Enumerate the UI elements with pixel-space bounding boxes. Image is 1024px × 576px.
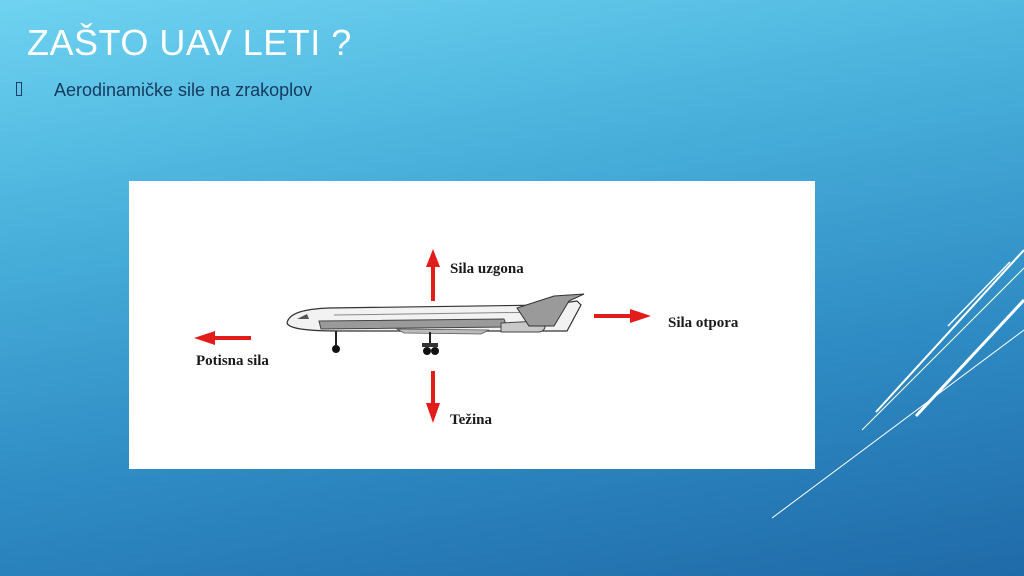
drag-arrow-head [630, 309, 651, 323]
thrust-arrow-head [194, 331, 215, 345]
lift-label: Sila uzgona [450, 261, 524, 277]
deco-line-2 [862, 268, 1024, 430]
deco-line-5 [948, 262, 1010, 326]
slide-title: ZAŠTO UAV LETI ? [27, 22, 352, 63]
bullet-item [16, 79, 312, 101]
main-wheel-right [431, 347, 439, 355]
nose-wheel [332, 345, 340, 353]
deco-line-3 [916, 300, 1024, 416]
weight-label: Težina [450, 412, 492, 428]
bullet-box-icon [16, 82, 22, 96]
drag-label: Sila otpora [668, 315, 739, 331]
bullet-text: Aerodinamičke sile na zrakoplov [54, 80, 313, 100]
main-wheel-left [423, 347, 431, 355]
lift-arrow-head [426, 249, 440, 267]
weight-arrow-head [426, 403, 440, 423]
wing-flap [397, 329, 489, 334]
thrust-label: Potisna sila [196, 353, 269, 369]
airplane-forces-diagram [129, 181, 815, 469]
wing [319, 319, 507, 329]
deco-line-1 [876, 250, 1024, 412]
